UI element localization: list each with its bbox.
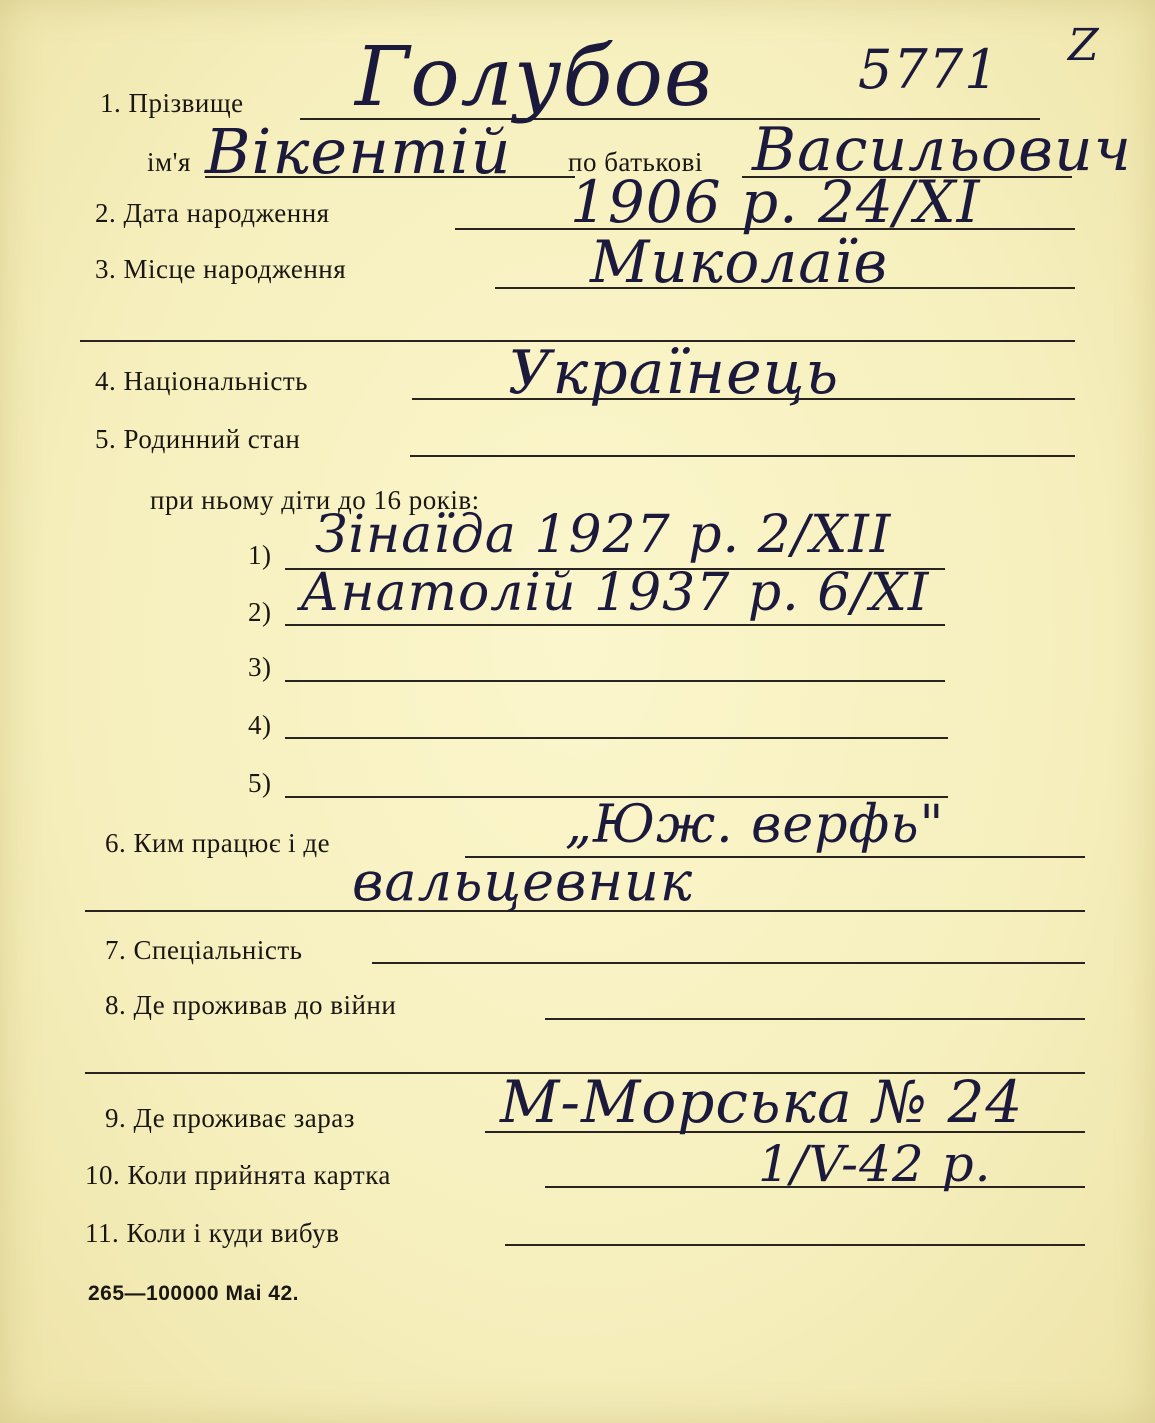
child-5-num: 5) [248, 768, 272, 798]
birthdate-value: 1906 р. 24/XI [570, 168, 981, 236]
family-label: 5. Родинний стан [95, 424, 301, 454]
birthplace-value: Миколаїв [590, 228, 889, 296]
patronymic-value: Васильович [752, 115, 1132, 185]
card-date-label: 10. Коли прийнята картка [85, 1160, 391, 1190]
child-2-value: Анатолій 1937 р. 6/XI [300, 563, 930, 623]
child-3-num: 3) [248, 652, 272, 682]
current-value: М-Морська № 24 [500, 1068, 1024, 1136]
child-2-num: 2) [248, 597, 272, 627]
birthplace-label: 3. Місце народження [95, 254, 347, 284]
child-1-value: Зінаїда 1927 р. 2/XII [315, 505, 892, 565]
archive-number: 5771 [858, 38, 1000, 101]
child-1-num: 1) [248, 540, 272, 570]
name-value: Вікентій [205, 115, 512, 188]
specialty-label: 7. Спеціальність [105, 935, 303, 965]
nationality-value: Українець [508, 338, 840, 408]
child-4-num: 4) [248, 710, 272, 740]
prewar-label: 8. Де проживав до війни [105, 990, 397, 1020]
surname-value: Голубов [355, 30, 713, 125]
patronymic-label: по батькові [568, 147, 703, 177]
sheet-mark: Z [1068, 20, 1100, 71]
prewar-line [545, 1018, 1085, 1020]
name-label: ім'я [147, 147, 191, 177]
birthdate-label: 2. Дата народження [95, 198, 330, 228]
surname-label: 1. Прізвище [100, 88, 244, 118]
child-4-line [285, 737, 948, 739]
child-2-line [285, 624, 945, 626]
family-line [410, 455, 1075, 457]
work-label: 6. Ким працює і де [105, 828, 331, 858]
children-label: при ньому діти до 16 років: [150, 485, 480, 515]
departed-line [505, 1244, 1085, 1246]
nationality-label: 4. Національність [95, 366, 308, 396]
current-label: 9. Де проживає зараз [105, 1103, 355, 1133]
work-value-2: вальцевник [352, 850, 694, 913]
specialty-line [372, 962, 1085, 964]
work-value: „Юж. верфь" [565, 795, 945, 855]
departed-label: 11. Коли і куди вибув [85, 1218, 340, 1248]
card-date-value: 1/V-42 р. [758, 1135, 992, 1193]
print-code: 265—100000 Mai 42. [88, 1282, 299, 1305]
child-3-line [285, 680, 945, 682]
